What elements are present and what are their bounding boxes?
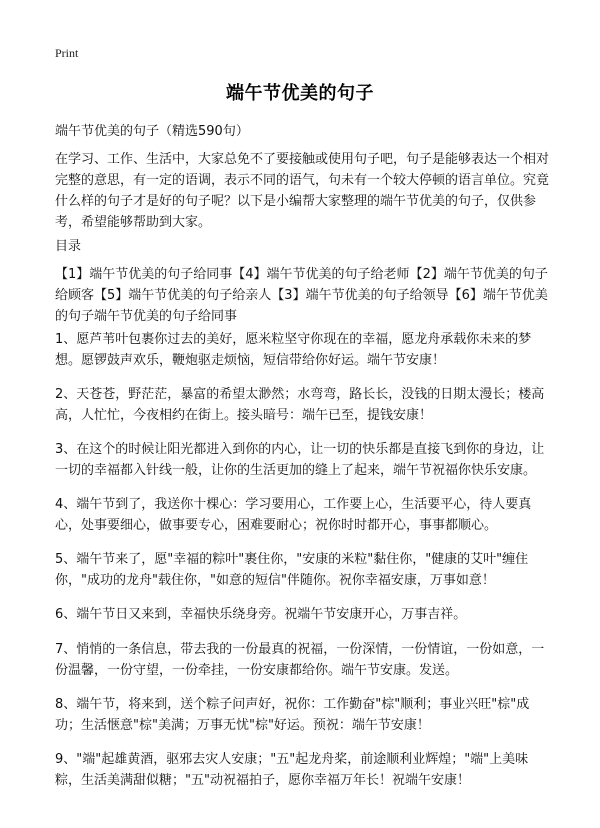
sentence-item: 4、端午节到了，我送你十棵心：学习要用心，工作要上心，生活要平心，待人要真心，处事要细心，做事要专心，困难要耐心；祝你时时都开心，事事都顺心。 <box>55 497 532 533</box>
toc-link[interactable]: 【1】端午节优美的句子给同事 <box>55 267 233 282</box>
sentence-item: 8、端午节，将来到，送个粽子问声好，祝你：工作勤奋"棕"顺利；事业兴旺"棕"成功；生活惬意"棕"美满；万事无忧"棕"好运。预祝：端午节安康！ <box>55 697 530 733</box>
page-title: 端午节优美的句子 <box>226 83 374 104</box>
sentence-item: 7、悄悄的一条信息，带去我的一份最真的祝福，一份深情，一份情谊，一份如意，一份温馨，一份守望，一份牵挂，一份安康都给你。端午节安康。发送。 <box>55 642 545 678</box>
toc-link[interactable]: 【2】端午节优美的句子给顾客 <box>55 267 548 303</box>
toc-link[interactable]: 【3】端午节优美的句子给领导 <box>271 288 449 303</box>
print-link[interactable]: Print <box>55 46 79 60</box>
toc-link[interactable]: 【4】端午节优美的句子给老师 <box>232 267 410 282</box>
sentence-item: 1、愿芦苇叶包裹你过去的美好，愿米粒坚守你现在的幸福，愿龙舟承载你未来的梦想。愿锣鼓声欢乐，鞭炮驱走烦恼，短信带给你好运。端午节安康！ <box>55 332 532 368</box>
sentence-item: 2、天苍苍，野茫茫，暴富的希望太渺然；水弯弯，路长长，没钱的日期太漫长；楼高高，人忙忙，今夜相约在街上。接头暗号：端午已至，提钱安康！ <box>55 387 545 423</box>
toc-link[interactable]: 【5】端午节优美的句子给亲人 <box>94 288 272 303</box>
subtitle: 端午节优美的句子（精选590句） <box>55 124 249 139</box>
sentence-item: 6、端午节日又来到，幸福快乐绕身旁。祝端午节安康开心，万事吉祥。 <box>55 607 467 622</box>
sentence-item: 5、端午节来了，愿"幸福的粽叶"裹住你，"安康的米粒"黏住你，"健康的艾叶"缠住你，"成功的龙舟"载住你，"如意的短信"伴随你。祝你幸福安康，万事如意！ <box>55 552 529 588</box>
intro-paragraph: 在学习、工作、生活中，大家总免不了要接触或使用句子吧，句子是能够表达一个相对完整的意思，有一定的语调，表示不同的语气，句未有一个较大停顿的语言单位。究竟什么样的句子才是好的句子呢？以下是小编帮大家整理的端午节优美的句子，仅供参考，希望能够帮助到大家。 <box>55 152 550 230</box>
toc-link[interactable]: 【6】端午节优美的句子端午节优美的句子给同事 <box>55 288 548 324</box>
toc-heading: 目录 <box>55 239 82 254</box>
sentence-item: 3、在这个的时候让阳光都进入到你的内心，让一切的快乐都是直接飞到你的身边，让一切的幸福都入针线一般，让你的生活更加的缝上了起来，端午节祝福你快乐安康。 <box>55 442 545 478</box>
table-of-contents <box>55 264 551 327</box>
sentence-list <box>55 329 551 804</box>
sentence-item: 9、"端"起雄黄酒，驱邪去灾人安康；"五"起龙舟桨，前途顺利业辉煌；"端"上美味粽，生活美满甜似糖；"五"动祝福拍子，愿你幸福万年长！祝端午安康！ <box>55 752 529 788</box>
